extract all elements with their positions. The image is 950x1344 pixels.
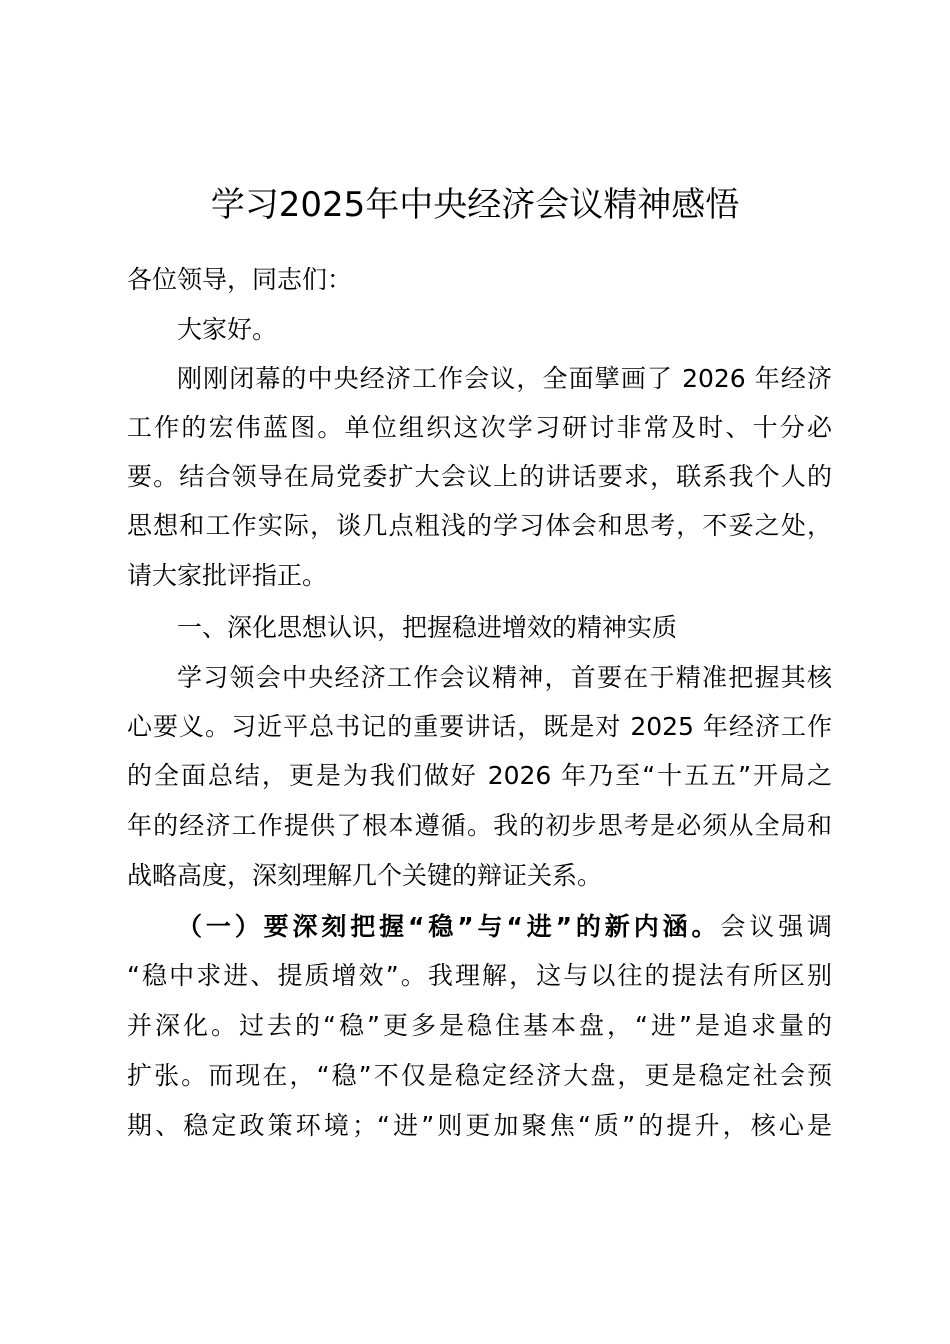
paragraph-line: 扩张。而现在，“稳”不仅是稳定经济大盘，更是稳定社会预 [127, 1061, 832, 1090]
paragraph-line: 学习领会中央经济工作会议精神，首要在于精准把握其核 [177, 663, 832, 692]
paragraph-line: 期、稳定政策环境；“进”则更加聚焦“质”的提升，核心是 [127, 1111, 832, 1140]
paragraph-line: 的全面总结，更是为我们做好 2026 年乃至“十五五”开局之 [127, 761, 833, 790]
paragraph-line: 战略高度，深刻理解几个关键的辩证关系。 [127, 861, 603, 890]
paragraph-line: 年的经济工作提供了根本遵循。我的初步思考是必须从全局和 [127, 811, 832, 840]
paragraph-line: 心要义。习近平总书记的重要讲话，既是对 2025 年经济工作 [127, 712, 832, 741]
paragraph-line: “稳中求进、提质增效”。我理解，这与以往的提法有所区别 [127, 961, 832, 990]
subsection-heading: （一）要深刻把握“稳”与“进”的新内涵。 [177, 912, 721, 941]
paragraph-line: 并深化。过去的“稳”更多是稳住基本盘，“进”是追求量的 [127, 1011, 832, 1040]
paragraph-line: 思想和工作实际，谈几点粗浅的学习体会和思考，不妥之处， [127, 511, 832, 540]
subsection-line [177, 909, 832, 945]
section-heading: 一、深化思想认识，把握稳进增效的精神实质 [177, 613, 678, 642]
greeting: 大家好。 [177, 315, 278, 344]
document-title: 学习2025年中央经济会议精神感悟 [210, 185, 740, 225]
paragraph-line: 请大家批评指正。 [127, 561, 328, 590]
paragraph-line: 刚刚闭幕的中央经济工作会议，全面擘画了 2026 年经济 [177, 364, 832, 393]
paragraph-line: 工作的宏伟蓝图。单位组织这次学习研讨非常及时、十分必 [127, 413, 832, 442]
salutation: 各位领导，同志们： [127, 265, 353, 294]
paragraph-line: 要。结合领导在局党委扩大会议上的讲话要求，联系我个人的 [127, 462, 832, 491]
subsection-lead-in: 会议强调 [720, 912, 832, 941]
